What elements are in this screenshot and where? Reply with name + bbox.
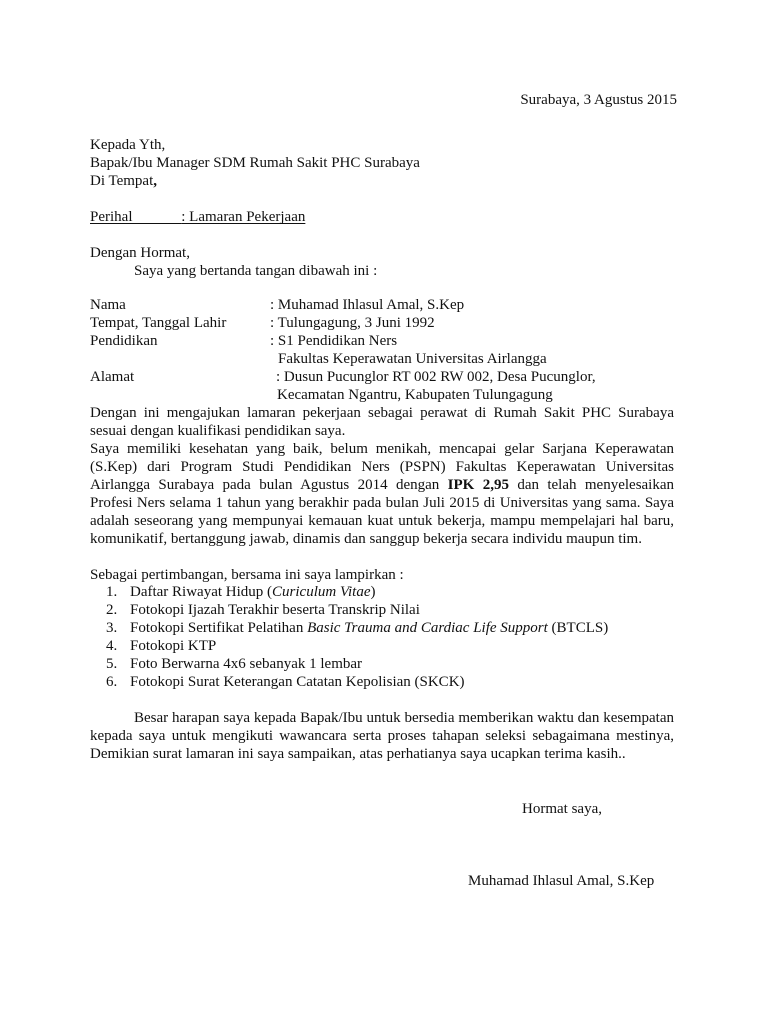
attachment-text: Foto Berwarna 4x6 sebanyak 1 lembar [130,656,363,672]
profile-paragraph-line: (S.Kep) dari Program Studi Pendidikan Ners (PSPN) Fakultas Keperawatan Universitas [90,459,674,475]
attachment-number: 6. [106,674,118,690]
profile-paragraph-line: adalah seseorang yang mempunyai kemauan kuat untuk bekerja, mampu mempelajari hal baru, [90,513,674,529]
gpa-value: IPK 2,95 [447,477,509,493]
closing-paragraph-line: Demikian surat lamaran ini saya sampaikan, atas perhatianya saya ucapkan terima kasih.. [90,746,626,762]
signer-name: Muhamad Ihlasul Amal, S.Kep [468,873,655,889]
profile-paragraph-line [90,476,674,494]
attachment-text [130,619,608,637]
identity-row-education-continued [90,350,674,368]
attachment-item [90,601,674,619]
identity-value-continued: Fakultas Keperawatan Universitas Airlangga [278,351,547,367]
attachment-item [90,673,674,691]
profile-paragraph-line: Saya memiliki kesehatan yang baik, belum menikah, mencapai gelar Sarjana Keperawatan [90,441,674,457]
attachment-list [90,583,674,691]
identity-value-continued: Kecamatan Ngantru, Kabupaten Tulungagung [277,387,553,403]
attachment-number: 4. [106,638,118,654]
attachment-text-after: ) [370,584,376,600]
identity-label: Pendidikan [90,333,158,349]
place-date: Surabaya, 3 Agustus 2015 [520,92,677,108]
identity-label: Nama [90,297,126,313]
recipient-block [90,136,420,190]
identity-row-address [90,368,674,386]
identity-row-birth [90,314,674,332]
subject-tab-gap [133,209,182,225]
attachment-text: Fotokopi Ijazah Terakhir beserta Transkrip Nilai [130,602,420,618]
recipient-name: Bapak/Ibu Manager SDM Rumah Sakit PHC Surabaya [90,155,420,171]
attachment-number: 1. [106,584,118,600]
identity-row-address-continued [90,386,674,404]
subject-line [90,208,305,226]
identity-row-name [90,296,674,314]
attachment-item [90,619,674,637]
intro-line: Saya yang bertanda tangan dibawah ini : [134,263,378,279]
attachment-number: 2. [106,602,118,618]
recipient-salutation: Kepada Yth, [90,137,166,153]
identity-value: : Tulungagung, 3 Juni 1992 [270,315,435,331]
attachment-number: 3. [106,620,118,636]
attachment-text: Fotokopi Surat Keterangan Catatan Kepolisian (SKCK) [130,674,465,690]
attachment-text: Fotokopi KTP [130,638,217,654]
attachment-text-main: Fotokopi Sertifikat Pelatihan [130,620,308,636]
greeting: Dengan Hormat, [90,245,190,261]
subject-label: Perihal [90,209,133,225]
identity-label: Tempat, Tanggal Lahir [90,315,227,331]
subject-value: : Lamaran Pekerjaan [181,209,306,225]
attachments-intro: Sebagai pertimbangan, bersama ini saya lampirkan : [90,567,404,583]
recipient-location [90,172,420,190]
attachment-item [90,637,674,655]
attachment-text-after: (BTCLS) [547,620,609,636]
closing-paragraph-line: Besar harapan saya kepada Bapak/Ibu untuk bersedia memberikan waktu dan kesempatan [134,710,674,726]
profile-text: dan telah menyelesaikan [508,477,675,493]
attachment-item [90,583,674,601]
attachment-text [130,583,376,601]
closing-paragraph-line: kepada saya untuk mengikuti wawancara serta proses tahapan seleksi sebagaimana mestinya, [90,728,674,744]
attachment-text-italic: Basic Trauma and Cardiac Life Support [307,620,548,636]
attachment-number: 5. [106,656,118,672]
application-paragraph-line: Dengan ini mengajukan lamaran pekerjaan sebagai perawat di Rumah Sakit PHC Surabaya [90,405,674,421]
identity-value: : Dusun Pucunglor RT 002 RW 002, Desa Pucunglor, [276,369,596,385]
attachment-item [90,655,674,673]
recipient-location-text: Di Tempat [90,173,154,189]
profile-paragraph-line: Profesi Ners selama 1 tahun yang berakhir pada bulan Juli 2015 di Universitas yang sama. Saya [90,495,674,511]
application-paragraph-line: sesuai dengan kualifikasi pendidikan saya. [90,423,346,439]
letter-body [90,404,674,548]
recipient-location-comma: , [153,173,157,189]
closing-paragraph [90,709,674,763]
identity-row-education [90,332,674,350]
identity-value: : Muhamad Ihlasul Amal, S.Kep [270,297,465,313]
identity-value: : S1 Pendidikan Ners [270,333,398,349]
attachment-text-main: Daftar Riwayat Hidup ( [130,584,273,600]
identity-label: Alamat [90,369,135,385]
sign-off: Hormat saya, [522,801,602,817]
profile-paragraph-line: komunikatif, bertanggung jawab, dinamis dan sanggup bekerja secara individu maupun tim. [90,531,642,547]
attachment-text-italic: Curiculum Vitae [272,584,371,600]
profile-text: Airlangga Surabaya pada bulan Agustus 2014 dengan [90,477,448,493]
